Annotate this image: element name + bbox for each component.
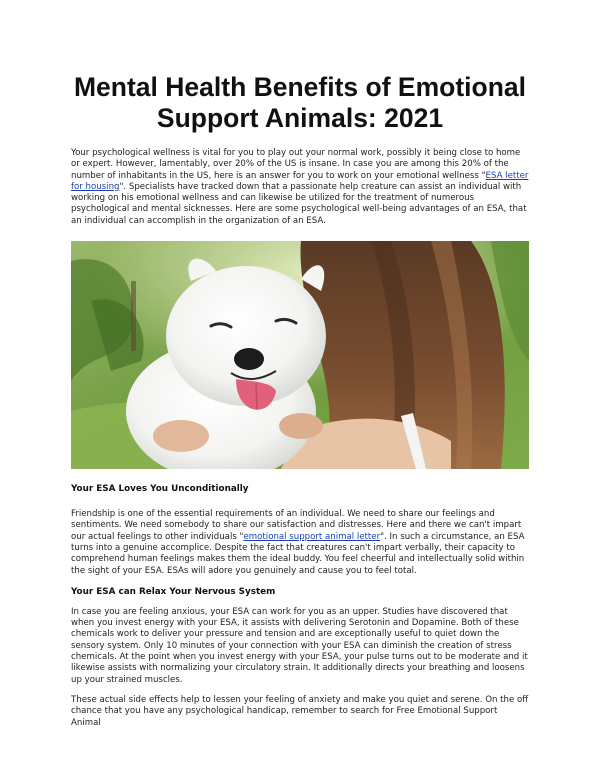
section-heading-unconditional-love: Your ESA Loves You Unconditionally [71,484,249,495]
intro-text-end: ". Specialists have tracked down that a passionate help creature can assist an individual with working on his emotional wellness and can likewise be utilized for the treatment of numerous psychological and mental sicknesses. Here are some psychological well-being advantages of an ESA, that an individual can accomplish in the organization of an ESA. [71,181,527,226]
section1-text-start: Friendship is one of the essential requirements of an individual. We need to share our feelings and sentiments. We need somebody to share our satisfaction and distresses. Here and there we can't impart our actual feelings to other individuals " [71,509,522,542]
section-heading-nervous-system: Your ESA can Relax Your Nervous System [71,586,276,597]
section-paragraph-nervous-system-1: In case you are feeling anxious, your ESA can work for you as an upper. Studies have discovered that when you invest energy with your ESA, it assists with delivering Serotonin and Dopamine. Both of these chemicals work to deliver your pressure and tension and are exceptionally useful to quiet down the sensory system. Only 10 minutes of your connection with your ESA can diminish the creation of stress chemicals. At the point when you invest energy with your ESA, your pulse turns out to be moderate and it likewise assists with normalizing your circulatory strain. It additionally directs your breathing and loosens up your strained muscles. [71,606,528,685]
intro-paragraph [71,148,529,227]
dog-hug-photo [71,241,529,469]
emotional-support-letter-link[interactable]: emotional support animal letter [243,531,381,542]
intro-text-start: Your psychological wellness is vital for you to play out your normal work, possibly it being close to home or expert. However, lamentably, over 20% of the US is insane. In case you are among this 20% of the number of inhabitants in the US, here is an answer for you to work on your emotional wellness " [71,148,521,181]
section1-text-end: ". In such a circumstance, an ESA turns into a genuine accomplice. Despite the fact that creatures can't impart verbally, their capacity to comprehend human feelings makes them the ideal buddy. You feel cheerful and intellectually solid within the sight of your ESA. ESAs will adore you genuinely and cause you to feel total. [71,531,525,576]
page-title: Mental Health Benefits of Emotional Support Animals: 2021 [73,72,526,133]
section-paragraph-nervous-system-2: These actual side effects help to lessen your feeling of anxiety and make you quiet and serene. On the off chance that you have any psychological handicap, remember to search for Free Emotional Support Animal [71,694,529,728]
esa-letter-housing-link[interactable]: ESA letter for housing [71,170,529,192]
section-paragraph-unconditional-love [71,509,529,577]
